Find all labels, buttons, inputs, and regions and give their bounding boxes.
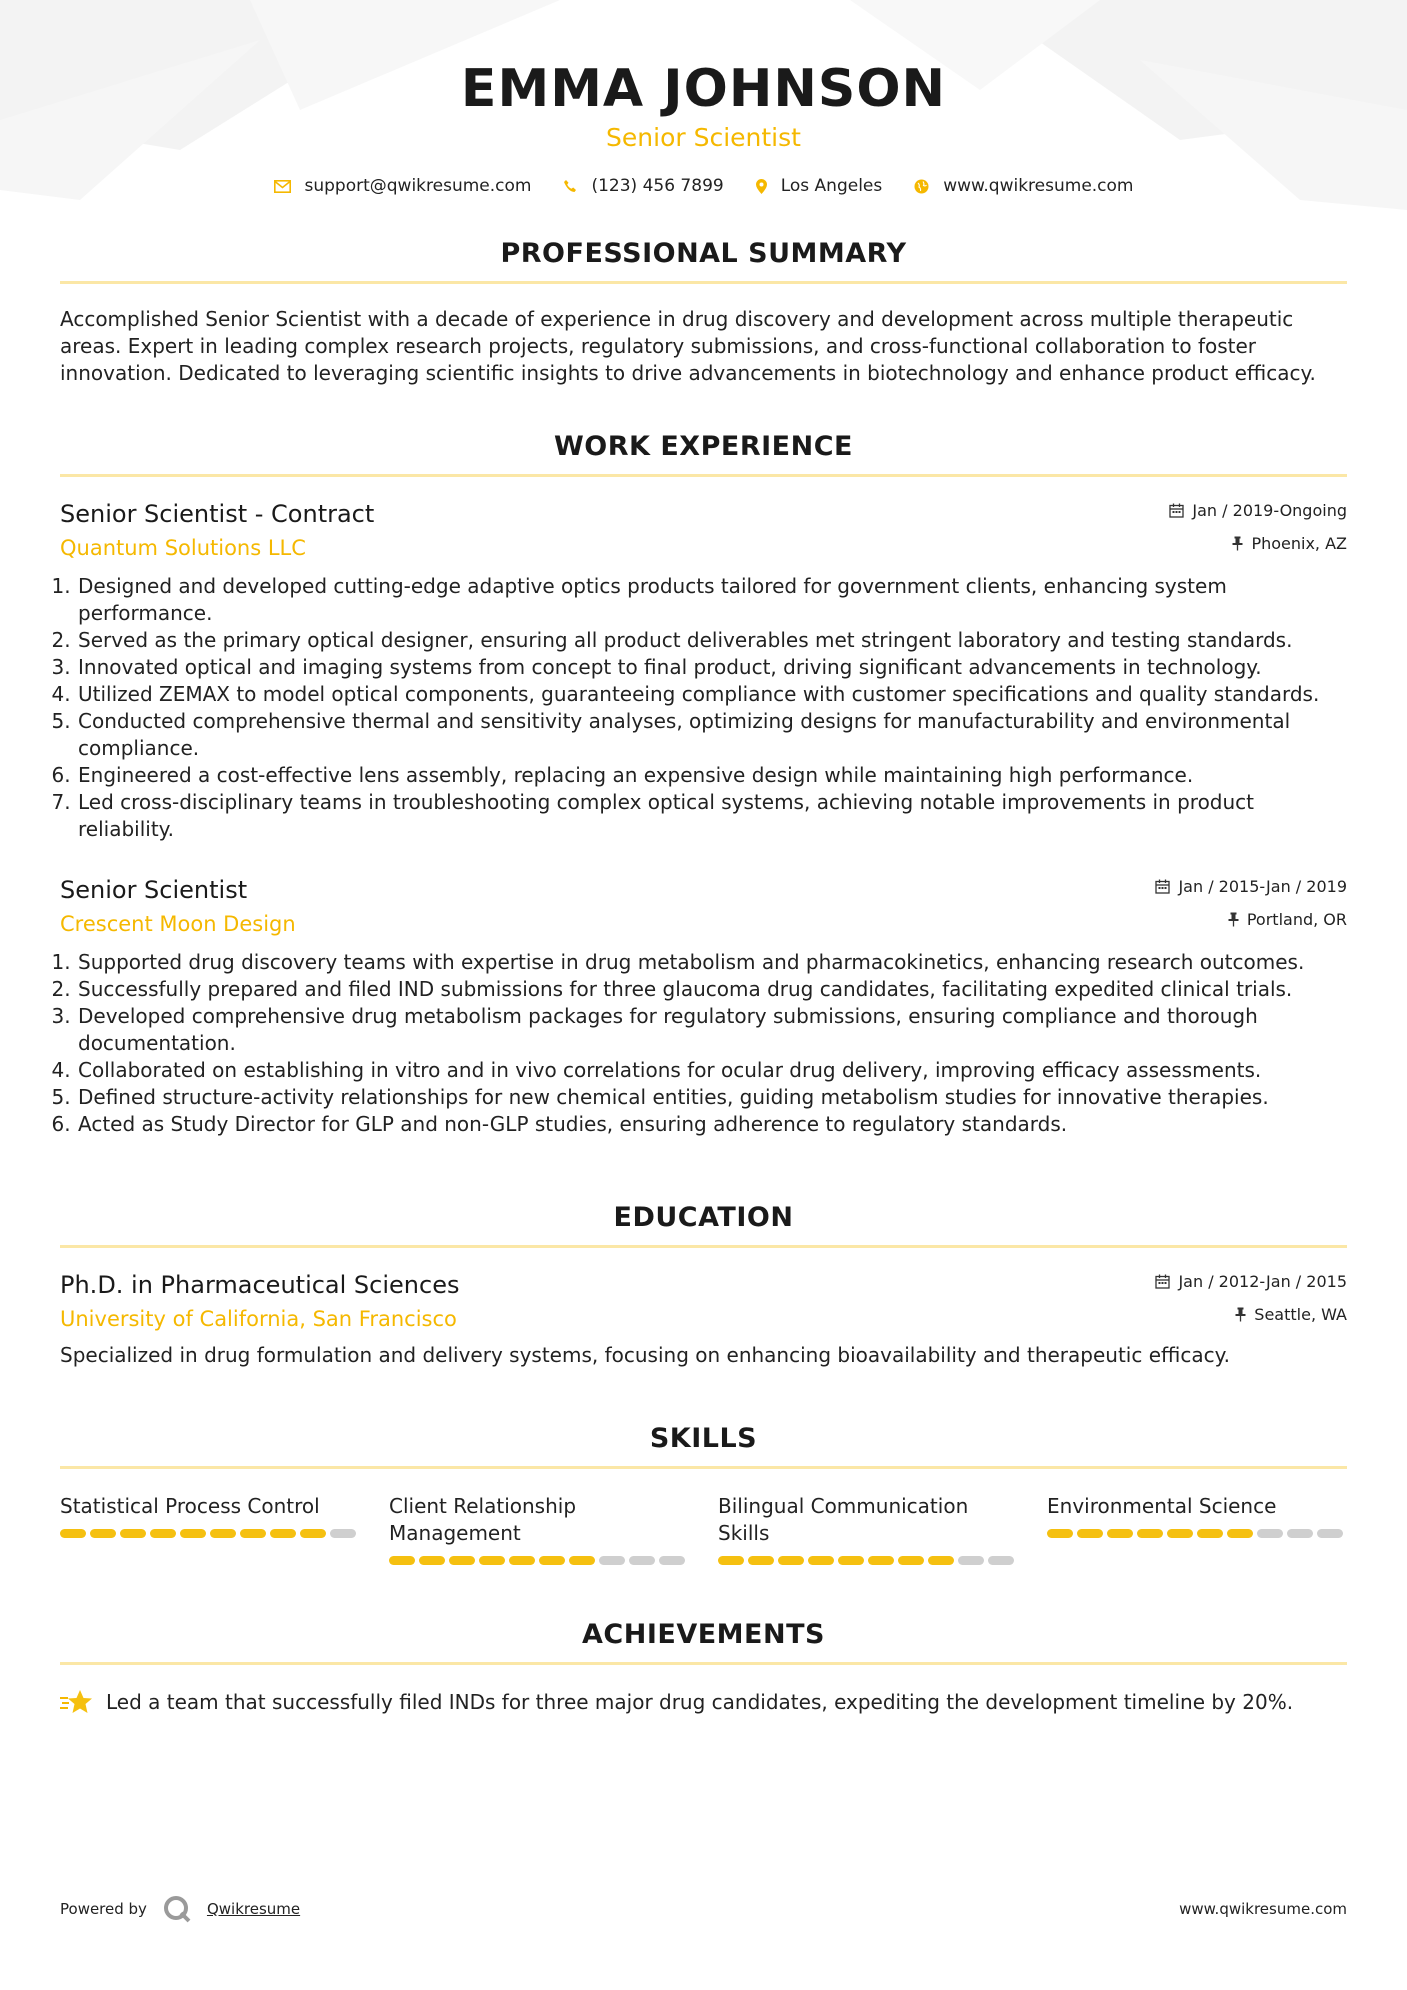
location-text: Los Angeles [780, 176, 883, 196]
skills-heading: SKILLS [649, 1423, 758, 1454]
education-dates-text: Jan / 2012-Jan / 2015 [1178, 1271, 1347, 1291]
phone-icon [563, 179, 577, 193]
rating-dot-filled [120, 1529, 146, 1538]
contact-location [756, 176, 883, 196]
skill-name: Statistical Process Control [60, 1494, 320, 1518]
rating-dot-filled [180, 1529, 206, 1538]
job-dates-text: Jan / 2015-Jan / 2019 [1178, 876, 1347, 896]
list-item: 5. Conducted comprehensive thermal and sensitivity analyses, optimizing designs for manufacturability and environmental compliance. [77, 708, 1347, 762]
rating-dot-filled [778, 1556, 804, 1565]
achievement-text: Led a team that successfully filed INDs for three major drug candidates, expediting the development timeline by 20%. [106, 1690, 1294, 1714]
education-header [60, 1270, 1347, 1332]
website-text: www.qwikresume.com [943, 176, 1134, 196]
job-entry [60, 875, 1347, 1138]
brand-link[interactable]: Qwikresume [206, 1900, 301, 1918]
section-divider [60, 1245, 1347, 1248]
list-item: 1. Designed and developed cutting-edge adaptive optics products tailored for government clients, enhancing system performance. [77, 573, 1347, 627]
rating-dot-filled [808, 1556, 834, 1565]
degree-title: Ph.D. in Pharmaceutical Sciences [60, 1271, 460, 1299]
job-entry [60, 499, 1347, 843]
skill-item [389, 1493, 689, 1565]
contact-bar [60, 176, 1347, 196]
rating-dot-filled [838, 1556, 864, 1565]
job-header [60, 499, 1347, 561]
rating-dot-filled [270, 1529, 296, 1538]
job-header [60, 875, 1347, 937]
job-dates-text: Jan / 2019-Ongoing [1192, 500, 1347, 520]
envelope-icon [274, 180, 291, 193]
summary-heading: PROFESSIONAL SUMMARY [500, 238, 907, 269]
globe-icon [914, 179, 929, 194]
candidate-name: EMMA JOHNSON [460, 59, 947, 119]
skill-item [1047, 1493, 1347, 1565]
rating-dot-filled [1077, 1529, 1103, 1538]
skill-item [60, 1493, 360, 1565]
rating-dot-filled [539, 1556, 565, 1565]
rating-dot-filled [718, 1556, 744, 1565]
experience-section [60, 431, 1347, 1138]
contact-phone[interactable] [563, 176, 723, 196]
achievement-item [60, 1689, 1347, 1715]
rating-dot-empty [1257, 1529, 1283, 1538]
list-item: 3. Developed comprehensive drug metabolism packages for regulatory submissions, ensuring compliance and thorough documentation. [77, 1003, 1347, 1057]
education-meta [1155, 1270, 1347, 1325]
list-item: 5. Defined structure-activity relationships for new chemical entities, guiding metabolism studies for innovative therapies. [77, 1084, 1347, 1111]
list-item: 6. Engineered a cost-effective lens assembly, replacing an expensive design while maintaining high performance. [77, 762, 1347, 789]
rating-dot-filled [60, 1529, 86, 1538]
rating-dot-empty [330, 1529, 356, 1538]
skills-grid [60, 1493, 1347, 1565]
job-location-text: Portland, OR [1246, 909, 1347, 929]
skills-section [60, 1423, 1347, 1565]
page-footer [60, 1895, 1347, 1923]
section-divider [60, 1662, 1347, 1665]
skill-name: Client Relationship Management [389, 1494, 577, 1545]
rating-dot-empty [1317, 1529, 1343, 1538]
footer-site[interactable]: www.qwikresume.com [1179, 1900, 1347, 1918]
rating-dot-filled [509, 1556, 535, 1565]
rating-dot-filled [240, 1529, 266, 1538]
pushpin-icon [1232, 536, 1243, 551]
summary-section [60, 238, 1347, 387]
education-location [1155, 1303, 1347, 1325]
section-divider [60, 281, 1347, 284]
resume-header [60, 0, 1347, 196]
list-item: 7. Led cross-disciplinary teams in troubleshooting complex optical systems, achieving notable improvements in product reliability. [77, 789, 1347, 843]
rating-dot-filled [1227, 1529, 1253, 1538]
list-item: 3. Innovated optical and imaging systems from concept to final product, driving significant advancements in technology. [77, 654, 1347, 681]
job-title: Senior Scientist - Contract [60, 500, 375, 528]
school-name: University of California, San Francisco [60, 1307, 457, 1331]
skill-item [718, 1493, 1018, 1565]
education-section [60, 1202, 1347, 1369]
list-item: 6. Acted as Study Director for GLP and non-GLP studies, ensuring adherence to regulatory standards. [77, 1111, 1347, 1138]
job-bullets [60, 573, 1347, 843]
rating-dot-empty [599, 1556, 625, 1565]
job-company: Crescent Moon Design [60, 912, 296, 936]
rating-dot-filled [449, 1556, 475, 1565]
rating-dot-filled [419, 1556, 445, 1565]
job-title: Senior Scientist [60, 876, 248, 904]
job-location [1155, 908, 1347, 930]
rating-dot-filled [868, 1556, 894, 1565]
education-entry [60, 1270, 1347, 1369]
rating-dot-empty [958, 1556, 984, 1565]
skill-rating [718, 1556, 1018, 1565]
education-location-text: Seattle, WA [1254, 1304, 1347, 1324]
map-pin-icon [756, 179, 767, 194]
skill-name: Environmental Science [1047, 1494, 1277, 1518]
job-location [1169, 532, 1347, 554]
email-text: support@qwikresume.com [304, 176, 532, 196]
rating-dot-empty [988, 1556, 1014, 1565]
rating-dot-filled [1047, 1529, 1073, 1538]
skill-rating [1047, 1529, 1347, 1538]
rating-dot-empty [629, 1556, 655, 1565]
job-dates [1169, 499, 1347, 521]
list-item: 4. Collaborated on establishing in vitro and in vivo correlations for ocular drug delivery, improving efficacy assessments. [77, 1057, 1347, 1084]
pushpin-icon [1235, 1307, 1246, 1322]
rating-dot-filled [210, 1529, 236, 1538]
achievements-heading: ACHIEVEMENTS [582, 1619, 825, 1650]
qwikresume-logo-icon [163, 1895, 193, 1923]
education-description: Specialized in drug formulation and delivery systems, focusing on enhancing bioavailability and therapeutic efficacy. [60, 1343, 1230, 1367]
job-company: Quantum Solutions LLC [60, 536, 306, 560]
experience-heading: WORK EXPERIENCE [554, 431, 853, 462]
job-dates [1155, 875, 1347, 897]
pushpin-icon [1228, 912, 1239, 927]
job-bullets [60, 949, 1347, 1138]
rating-dot-filled [1197, 1529, 1223, 1538]
rating-dot-filled [479, 1556, 505, 1565]
contact-website[interactable] [914, 176, 1133, 196]
rating-dot-empty [1287, 1529, 1313, 1538]
calendar-icon [1155, 1274, 1170, 1289]
rating-dot-filled [389, 1556, 415, 1565]
list-item: 4. Utilized ZEMAX to model optical components, guaranteeing compliance with customer specifications and quality standards. [77, 681, 1347, 708]
rating-dot-empty [659, 1556, 685, 1565]
job-location-text: Phoenix, AZ [1251, 533, 1347, 553]
calendar-icon [1155, 879, 1170, 894]
rating-dot-filled [928, 1556, 954, 1565]
list-item: 1. Supported drug discovery teams with expertise in drug metabolism and pharmacokinetics, enhancing research outcomes. [77, 949, 1347, 976]
job-meta [1169, 499, 1347, 554]
achievements-section [60, 1619, 1347, 1715]
candidate-title: Senior Scientist [606, 123, 801, 152]
rating-dot-filled [90, 1529, 116, 1538]
skill-name: Bilingual Communication Skills [718, 1494, 969, 1545]
rating-dot-filled [748, 1556, 774, 1565]
contact-email[interactable] [274, 176, 532, 196]
rating-dot-filled [569, 1556, 595, 1565]
rating-dot-filled [1137, 1529, 1163, 1538]
rating-dot-filled [1167, 1529, 1193, 1538]
rating-dot-filled [1107, 1529, 1133, 1538]
list-item: 2. Successfully prepared and filed IND submissions for three glaucoma drug candidates, facilitating expedited clinical trials. [77, 976, 1347, 1003]
education-heading: EDUCATION [613, 1202, 794, 1233]
calendar-icon [1169, 503, 1184, 518]
section-divider [60, 1466, 1347, 1469]
list-item: 2. Served as the primary optical designer, ensuring all product deliverables met stringent laboratory and testing standards. [77, 627, 1347, 654]
rating-dot-filled [150, 1529, 176, 1538]
powered-by-label: Powered by [60, 1900, 147, 1918]
rating-dot-filled [898, 1556, 924, 1565]
star-icon [60, 1689, 92, 1715]
education-dates [1155, 1270, 1347, 1292]
powered-by [60, 1895, 300, 1923]
skill-rating [389, 1556, 689, 1565]
job-meta [1155, 875, 1347, 930]
phone-text: (123) 456 7899 [591, 176, 724, 196]
skill-rating [60, 1529, 360, 1538]
summary-text: Accomplished Senior Scientist with a decade of experience in drug discovery and development across multiple therapeutic areas. Expert in leading complex research projects, regulatory submissions, and cross-functional collaboration to foster innovation. Dedicated to leveraging scientific insights to drive advancements in biotechnology and enhance product efficacy. [60, 307, 1316, 385]
section-divider [60, 474, 1347, 477]
rating-dot-filled [300, 1529, 326, 1538]
